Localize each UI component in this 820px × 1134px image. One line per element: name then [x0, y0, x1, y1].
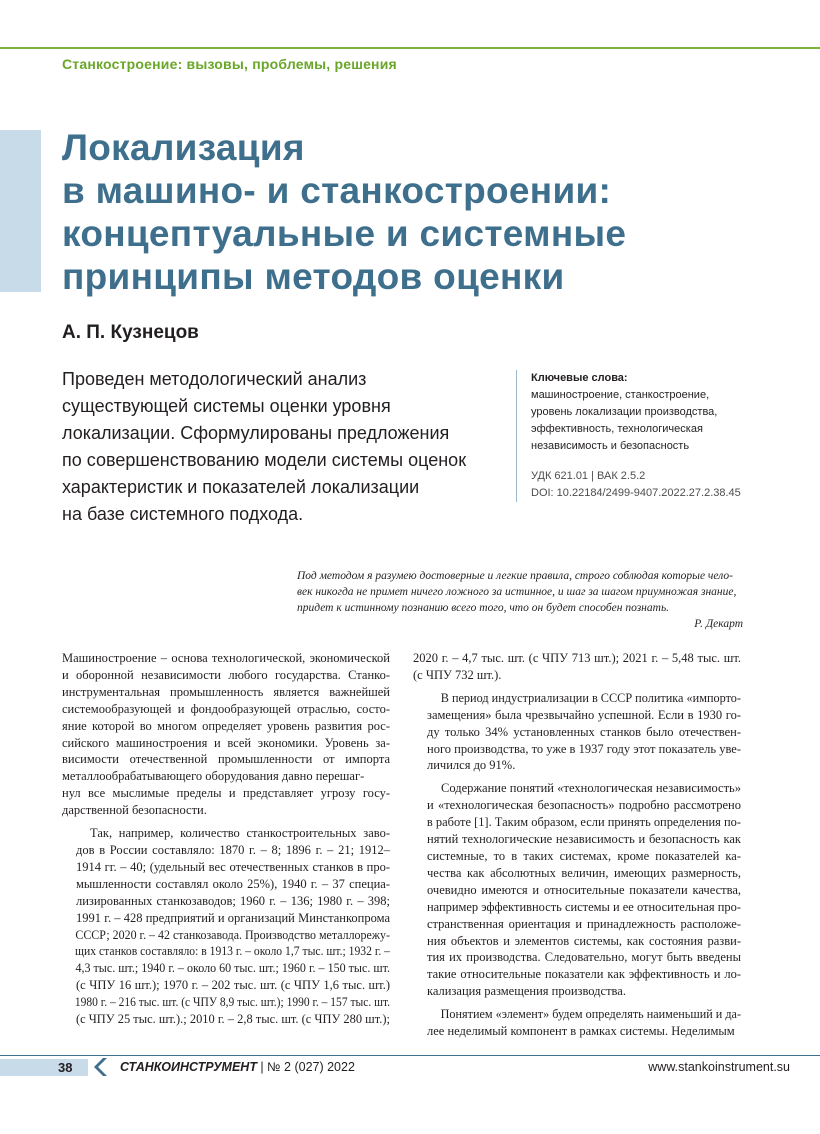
website-link[interactable]: www.stankoinstrument.su: [648, 1060, 790, 1074]
abstract: [62, 366, 522, 528]
body-line: нул все мыслимые пределы и представляет угрозу госу-: [62, 786, 390, 801]
body-column-right: [413, 650, 741, 1040]
abstract-line: существующей системы оценки уровня: [62, 396, 391, 416]
side-accent-block: [0, 130, 41, 292]
body-line: системообразующей и фондообразующей отраслью, состо-: [62, 701, 390, 716]
keywords-list: [531, 387, 820, 455]
journal-name: СТАНКОИНСТРУМЕНТ: [120, 1060, 257, 1074]
body-line: (с ЧПУ 16 шт.); 1970 г. – 202 тыс. шт. (с ЧПУ 1,6 тыс. шт.): [76, 978, 390, 993]
body-line: В период индустриализации в СССР политика «импорто-: [440, 690, 741, 705]
body-line: очевидно имеются и относительные показатели качества,: [427, 882, 741, 897]
author-name: А. П. Кузнецов: [62, 322, 199, 343]
body-paragraph: [62, 650, 390, 819]
body-paragraph: [62, 825, 390, 1028]
page-number-box: [0, 1059, 88, 1076]
journal-issue: | № 2 (027) 2022: [256, 1060, 355, 1074]
body-line: ного производства, то уже в 1937 году этот показатель уве-: [427, 741, 741, 756]
body-line: мышленности составлял около 25%), 1940 г. – 37 специа-: [76, 876, 390, 891]
abstract-line: локализации. Сформулированы предложения: [62, 423, 450, 443]
body-paragraph: [413, 1006, 741, 1040]
body-line: СССР; 2020 г. – 42 станкозавода. Производство металлорежу-: [75, 927, 391, 942]
body-line: лизированных станкозаводов; 1960 г. – 136; 1980 г. – 398;: [76, 893, 390, 908]
body-line: Так, например, количество станкостроительных заво-: [90, 826, 390, 841]
title-line: Локализация: [62, 127, 305, 168]
body-line: системные, то в таких системах, кроме показателей ка-: [427, 848, 741, 863]
body-line: нятий технологические независимость и безопасность как: [427, 832, 741, 847]
body-line: лее неделимый компонент в рамках системы. Неделимым: [427, 1024, 735, 1039]
body-paragraph: [413, 780, 741, 1000]
body-line: 1914 гг. – 40; (удельный вес отечественных станков в про-: [76, 859, 390, 874]
body-line: например эффективность системы и ее относительная про-: [426, 899, 741, 914]
body-line: 1991 г. – 428 предприятий и организаций Минстанкопрома: [76, 910, 390, 925]
body-line: чества как абсолютных величин, имеющих размерность,: [427, 865, 741, 880]
title-line: принципы методов оценки: [62, 256, 565, 297]
body-line: Машиностроение – основа технологической, экономической: [62, 651, 390, 665]
article-title: [62, 126, 626, 298]
body-line: странственная ориентация и принадлежность расположе-: [427, 916, 741, 931]
body-column-left: [62, 650, 390, 1028]
keywords-line: эффективность, технологическая: [531, 423, 703, 435]
udk-code: УДК 621.01 | ВАК 2.5.2: [531, 470, 646, 482]
abstract-line: на базе системного подхода.: [62, 504, 304, 524]
article-meta: [531, 468, 820, 502]
body-line: (с ЧПУ 732 шт.).: [413, 667, 502, 682]
chevron-left-icon: [93, 1058, 107, 1076]
body-line: и «технологическая безопасность» подробно рассмотрено: [427, 798, 741, 813]
body-line: кализация размещения производства.: [427, 984, 626, 999]
body-line: металлообрабатывающего оборудования давно перешаг-: [62, 769, 365, 784]
keywords-line: машиностроение, станкостроение,: [531, 389, 710, 401]
abstract-line: по совершенствованию модели системы оценок: [62, 450, 467, 470]
title-line: концептуальные и системные: [62, 213, 627, 254]
body-line: 4,3 тыс. шт.; 1940 г. – около 60 тыс. шт.; 1960 г. – 150 тыс. шт.: [75, 961, 390, 976]
body-line: (с ЧПУ 25 тыс. шт.).; 2010 г. – 2,8 тыс. шт. (с ЧПУ 280 шт.);: [75, 1012, 391, 1027]
journal-info: [120, 1060, 355, 1074]
epigraph-line: век никогда не примет ничего ложного за истинное, и шаг за шагом приумножая знание,: [297, 586, 737, 598]
doi-link[interactable]: DOI: 10.22184/2499-9407.2022.27.2.38.45: [531, 487, 741, 499]
epigraph-line: Под методом я разумею достоверные и легкие правила, строго соблюдая которые чело-: [297, 570, 733, 582]
body-line: Содержание понятий «технологическая независимость»: [441, 781, 741, 796]
body-line: висимости отечественной промышленности от импорта: [62, 752, 390, 767]
epigraph-line: придет к истинному познанию всего того, что он будет способен познать.: [297, 602, 670, 614]
body-line: инструментальная промышленность является важнейшей: [62, 684, 390, 699]
body-line: в работе [1]. Таким образом, если принять определения по-: [426, 815, 741, 830]
body-line: щих станков составляло: в 1913 г. – около 1,7 тыс. шт.; 1932 г. –: [75, 944, 391, 959]
body-line: сийского машиностроения и всей экономики. Уровень за-: [62, 735, 390, 750]
page-number: 38: [58, 1060, 73, 1075]
keywords-line: уровень локализации производства,: [531, 406, 718, 418]
body-line: ния объектов и элементов системы, как состояния разви-: [427, 933, 741, 948]
body-paragraph: [413, 690, 741, 775]
body-line: Понятием «элемент» будем определять наименьший и да-: [440, 1007, 741, 1022]
footer-rule: [0, 1055, 820, 1056]
abstract-line: Проведен методологический анализ: [62, 369, 367, 389]
title-line: в машино- и станкостроении:: [62, 170, 612, 211]
body-line: яние которой во многом определяет уровень развития рос-: [62, 718, 390, 733]
body-line: тия их производства. Следовательно, могут быть введены: [427, 950, 741, 965]
keywords-box: [516, 370, 820, 502]
keywords-line: независимость и безопасность: [531, 440, 690, 452]
body-line: дарственной безопасности.: [62, 803, 207, 818]
header-rule: [0, 47, 820, 49]
epigraph-author: Р. Декарт: [694, 618, 743, 630]
keywords-label: Ключевые слова:: [531, 372, 628, 384]
body-line: 1980 г. – 216 тыс. шт. (с ЧПУ 8,9 тыс. шт.); 1990 г. – 157 тыс. шт.: [74, 995, 390, 1010]
body-line: и оборонной независимости любого государства. Станко-: [62, 667, 390, 682]
body-paragraph: [413, 650, 741, 684]
abstract-line: характеристик и показателей локализации: [62, 477, 420, 497]
body-line: замещения» была чрезвычайно успешной. Если в 1930 го-: [427, 707, 741, 722]
body-line: дов в России составляло: 1870 г. – 8; 1896 г. – 21; 1912–: [76, 842, 390, 857]
epigraph: [297, 568, 743, 632]
body-line: 2020 г. – 4,7 тыс. шт. (с ЧПУ 713 шт.); 2021 г. – 5,48 тыс. шт.: [413, 651, 741, 665]
body-line: такие относительные показатели как эффективность и ло-: [427, 967, 741, 982]
section-heading: Станкостроение: вызовы, проблемы, решения: [62, 56, 397, 72]
body-line: ду только 34% установленных станков было отечествен-: [427, 724, 741, 739]
body-line: личился до 91%.: [427, 758, 516, 773]
